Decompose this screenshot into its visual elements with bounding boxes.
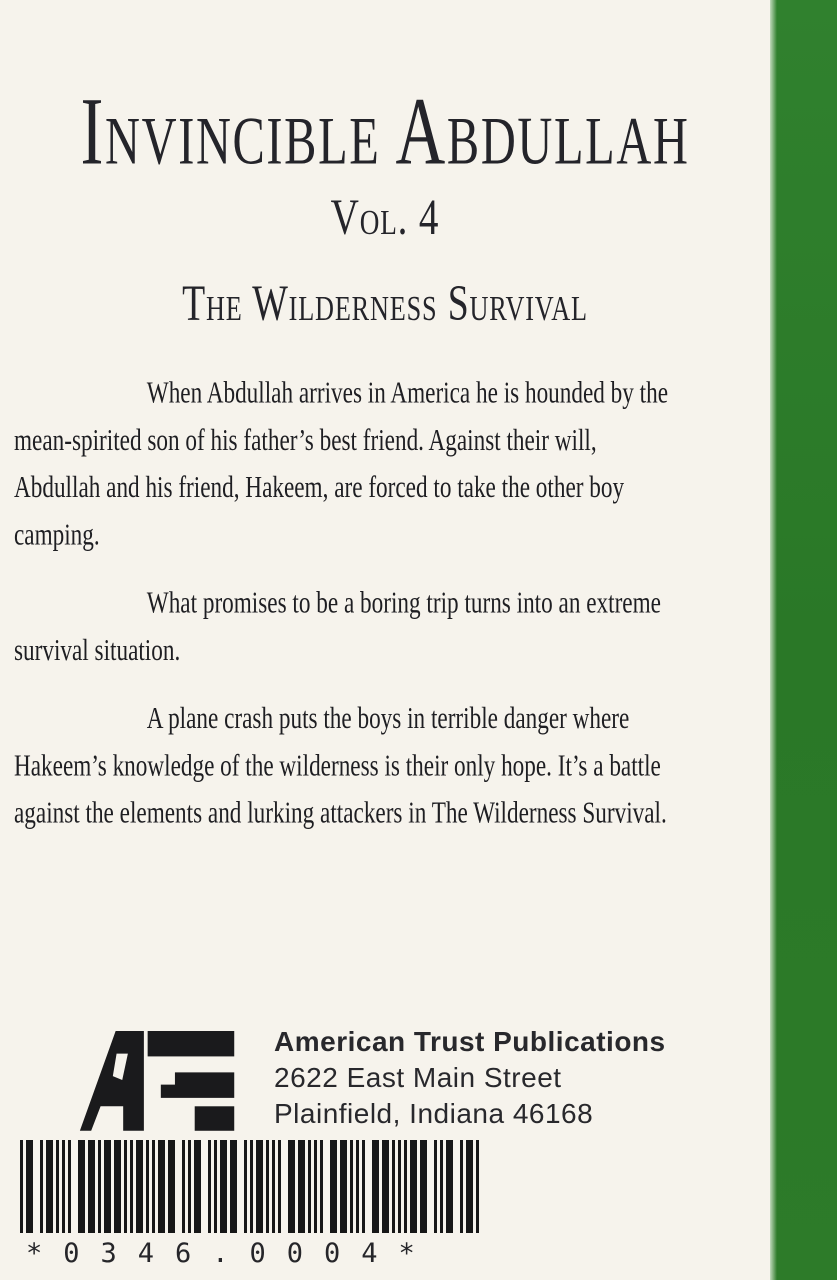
barcode-bars (20, 1140, 490, 1233)
synopsis-line: camping. (14, 518, 100, 552)
book-subtitle: The Wilderness Survival (182, 275, 588, 332)
synopsis-paragraph (14, 580, 774, 675)
synopsis (14, 370, 774, 858)
synopsis-paragraph (14, 370, 774, 559)
volume-label: Vol. 4 (330, 189, 440, 246)
book-title: Invincible Abdullah (80, 78, 690, 186)
publisher-block (274, 1024, 666, 1132)
synopsis-line: Hakeem’s knowledge of the wilderness is their only hope. It’s a battle (14, 749, 661, 783)
synopsis-line: against the elements and lurking attackers in The Wilderness Survival. (14, 796, 667, 830)
synopsis-line: A plane crash puts the boys in terrible danger where (146, 701, 630, 736)
synopsis-line: When Abdullah arrives in America he is hounded by the (146, 376, 669, 410)
synopsis-line: What promises to be a boring trip turns into an extreme (146, 586, 661, 620)
synopsis-line: mean-spirited son of his father’s best friend. Against their will, (14, 423, 597, 458)
synopsis-line: survival situation. (14, 633, 181, 668)
synopsis-line: Abdullah and his friend, Hakeem, are forced to take the other boy (14, 470, 625, 505)
publisher-address-line2: Plainfield, Indiana 46168 (274, 1098, 594, 1129)
synopsis-paragraph (14, 696, 774, 838)
publisher-address-line1: 2622 East Main Street (274, 1062, 562, 1093)
barcode-text: *0346.0004* (26, 1238, 436, 1269)
atp-logo-icon (78, 1026, 238, 1132)
green-spine-band (770, 0, 837, 1280)
publisher-name: American Trust Publications (274, 1026, 666, 1057)
